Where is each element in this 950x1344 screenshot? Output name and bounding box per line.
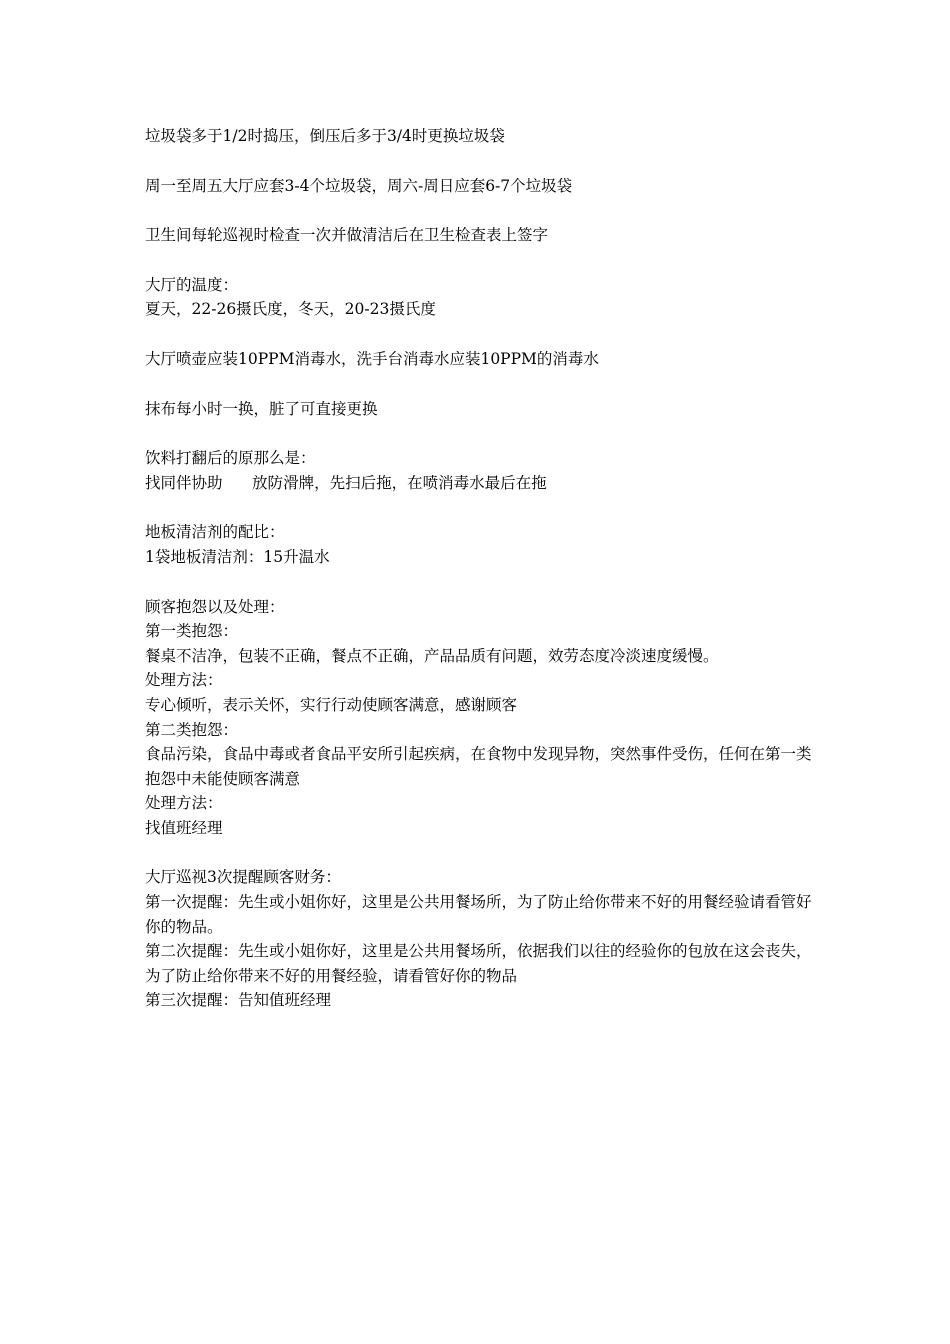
paragraph: 找同伴协助 放防滑牌，先扫后拖，在喷消毒水最后在拖 bbox=[145, 473, 547, 492]
paragraph: 卫生间每轮巡视时检查一次并做清洁后在卫生检查表上签字 bbox=[145, 226, 549, 245]
paragraph-gap bbox=[145, 149, 815, 174]
section-heading: 顾客抱怨以及处理： bbox=[145, 597, 285, 616]
paragraph: 第一类抱怨： bbox=[145, 622, 239, 641]
paragraph: 处理方法： bbox=[145, 794, 223, 813]
section-reminders bbox=[145, 865, 815, 1013]
paragraph: 垃圾袋多于1/2时捣压，倒压后多于3/4时更换垃圾袋 bbox=[145, 127, 505, 145]
paragraph-gap bbox=[145, 570, 815, 595]
section-rag bbox=[145, 397, 815, 422]
paragraph: 第二类抱怨： bbox=[145, 720, 239, 739]
paragraph: 处理方法： bbox=[145, 671, 223, 690]
section-complaints bbox=[145, 595, 815, 841]
paragraph: 周一至周五大厅应套3-4个垃圾袋，周六-周日应套6-7个垃圾袋 bbox=[145, 176, 573, 195]
paragraph-gap bbox=[145, 840, 815, 865]
document-body bbox=[145, 124, 815, 1013]
section-trash-bag-count bbox=[145, 174, 815, 199]
paragraph-gap bbox=[145, 495, 815, 520]
paragraph: 找值班经理 bbox=[145, 818, 223, 837]
paragraph-gap bbox=[145, 198, 815, 223]
section-heading: 饮料打翻后的原那么是： bbox=[145, 449, 316, 468]
section-heading: 地板清洁剂的配比： bbox=[145, 523, 285, 542]
paragraph: 大厅喷壶应装10PPM消毒水，洗手台消毒水应装10PPM的消毒水 bbox=[145, 349, 599, 368]
section-temperature bbox=[145, 273, 815, 322]
paragraph: 夏天，22-26摄氏度，冬天，20-23摄氏度 bbox=[145, 300, 436, 319]
paragraph: 食品污染，食品中毒或者食品平安所引起疾病，在食物中发现异物，突然事件受伤，任何在第一类抱怨中未能使顾客满意 bbox=[145, 745, 812, 788]
paragraph-gap bbox=[145, 421, 815, 446]
paragraph: 1袋地板清洁剂：15升温水 bbox=[145, 547, 330, 566]
paragraph: 餐桌不洁净，包装不正确，餐点不正确，产品品质有问题，效劳态度冷淡速度缓慢。 bbox=[145, 646, 719, 665]
paragraph: 专心倾听，表示关怀，实行行动使顾客满意，感谢顾客 bbox=[145, 695, 518, 714]
paragraph: 第二次提醒：先生或小姐你好，这里是公共用餐场所，依据我们以往的经验你的包放在这会丧失，为了防止给你带来不好的用餐经验，请看管好你的物品 bbox=[145, 942, 812, 985]
section-heading: 大厅巡视3次提醒顾客财务： bbox=[145, 868, 341, 887]
paragraph: 第一次提醒：先生或小姐你好，这里是公共用餐场所，为了防止给你带来不好的用餐经验请看管好你的物品。 bbox=[145, 893, 812, 936]
section-floor-cleaner bbox=[145, 520, 815, 569]
paragraph-gap bbox=[145, 322, 815, 347]
paragraph-gap bbox=[145, 372, 815, 397]
paragraph: 第三次提醒：告知值班经理 bbox=[145, 991, 332, 1010]
section-disinfectant bbox=[145, 347, 815, 372]
paragraph-gap bbox=[145, 248, 815, 273]
section-spill bbox=[145, 446, 815, 495]
section-heading: 大厅的温度： bbox=[145, 275, 239, 294]
paragraph: 抹布每小时一换，脏了可直接更换 bbox=[145, 399, 378, 418]
section-restroom bbox=[145, 223, 815, 248]
section-trash-bag bbox=[145, 124, 815, 149]
